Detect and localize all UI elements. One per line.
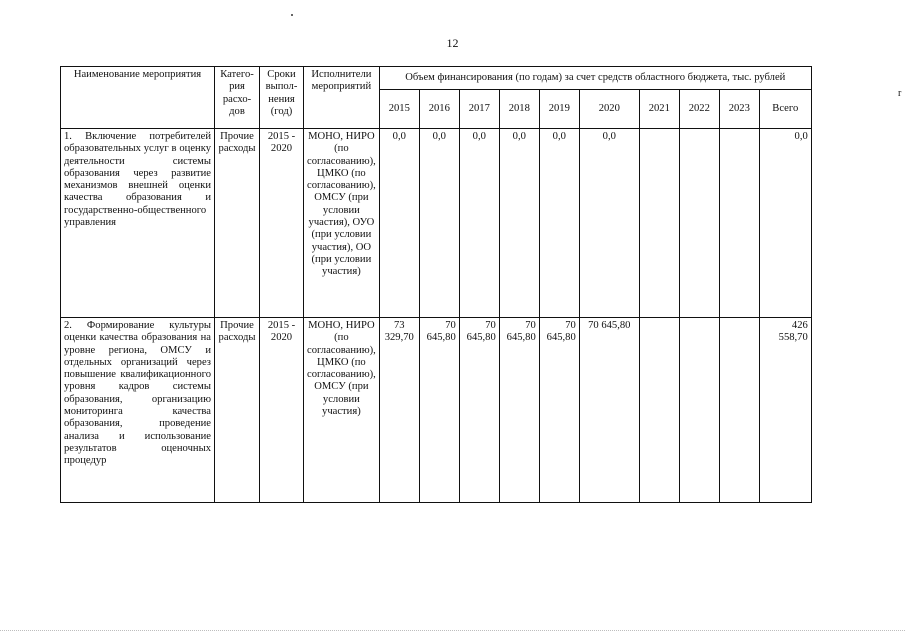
header-executors: Исполнители мероприятий [304,67,380,129]
value-cell [679,129,719,318]
header-year: 2020 [579,90,639,129]
executors: МОНО, НИРО (по согласованию), ЦМКО (по согласованию), ОМСУ (при условии участия) [304,318,380,503]
header-year: 2022 [679,90,719,129]
value-cell: 0,0 [419,129,459,318]
margin-mark: r [898,88,902,99]
header-total: Всего [759,90,811,129]
value-cell [639,129,679,318]
header-year: 2021 [639,90,679,129]
value-cell: 0,0 [459,129,499,318]
value-cell [719,318,759,503]
value-cell: 70 645,80 [539,318,579,503]
value-cell: 0,0 [379,129,419,318]
header-year: 2019 [539,90,579,129]
header-year: 2015 [379,90,419,129]
measure-name: 1. Включение потребителей образовательных услуг в оценку деятельности системы образования через развитие механизмов внешней оценки качества образования и государственно-общественного управления [61,129,215,318]
value-cell [719,129,759,318]
scan-speck [291,14,293,16]
executors: МОНО, НИРО (по согласованию), ЦМКО (по согласованию), ОМСУ (при условии участия), ОУО (при условии участия), ОО (при условии участия) [304,129,380,318]
header-year: 2016 [419,90,459,129]
total-cell: 0,0 [759,129,811,318]
value-cell: 0,0 [499,129,539,318]
header-year: 2023 [719,90,759,129]
value-cell: 0,0 [539,129,579,318]
total-cell: 426 558,70 [759,318,811,503]
page-edge-rule [0,630,905,631]
header-category: Катего-рия расхо-дов [215,67,260,129]
execution-term: 2015 - 2020 [260,318,304,503]
page-number: 12 [446,36,459,50]
expense-category: Прочие расходы [215,318,260,503]
financing-table [60,66,812,503]
header-row [61,67,812,90]
value-cell: 0,0 [579,129,639,318]
execution-term: 2015 - 2020 [260,129,304,318]
measure-name: 2. Формирование культуры оценки качества образования на уровне региона, ОМСУ и отдельных организаций через повышение квалификационного уровня кадров системы образования, организацию мониторинга качества образования, проведение анализа и использование результатов оценочных процедур [61,318,215,503]
table-row [61,129,812,318]
header-term: Сроки выпол-нения (год) [260,67,304,129]
header-name: Наименование мероприятия [61,67,215,129]
value-cell: 70 645,80 [499,318,539,503]
table-row [61,318,812,503]
value-cell: 70 645,80 [579,318,639,503]
value-cell: 70 645,80 [459,318,499,503]
header-financing: Объем финансирования (по годам) за счет средств областного бюджета, тыс. рублей [379,67,811,90]
value-cell: 70 645,80 [419,318,459,503]
expense-category: Прочие расходы [215,129,260,318]
header-year: 2018 [499,90,539,129]
value-cell [679,318,719,503]
value-cell [639,318,679,503]
value-cell: 73 329,70 [379,318,419,503]
header-year: 2017 [459,90,499,129]
